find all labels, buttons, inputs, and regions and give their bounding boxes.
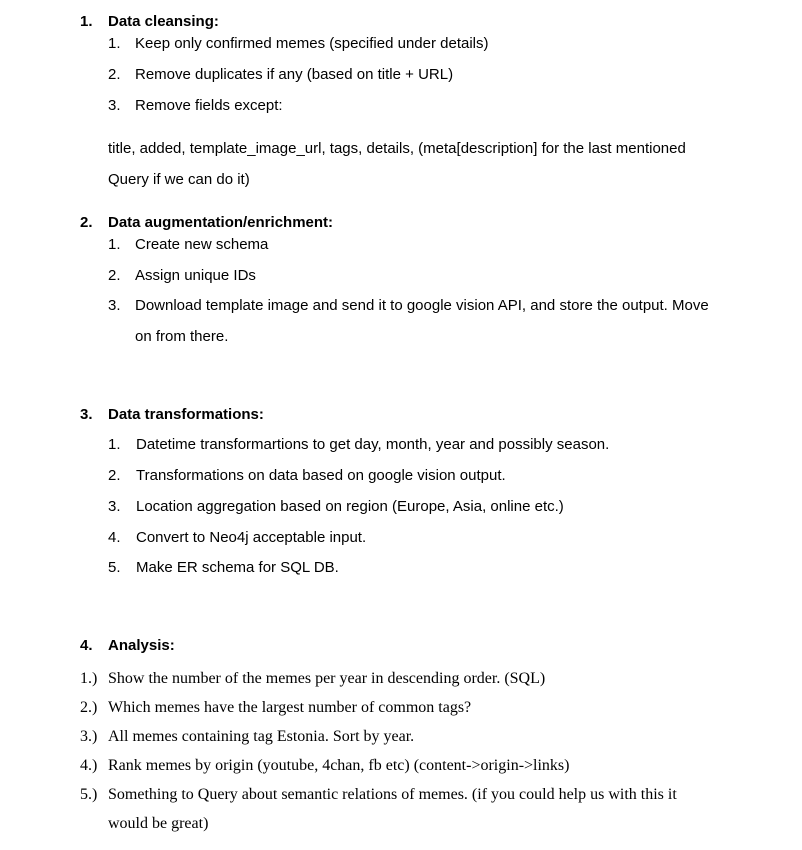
note-line: title, added, template_image_url, tags, details, (meta[description] for the last mentioned: [108, 140, 686, 157]
list-item-text: Keep only confirmed memes (specified under details): [135, 35, 489, 52]
list-item-text: Create new schema: [135, 236, 269, 253]
list-item-continuation: would be great): [108, 815, 209, 832]
list-item-text: Make ER schema for SQL DB.: [136, 559, 339, 576]
section-number: 2.: [80, 214, 93, 231]
list-item-number: 5.: [108, 559, 121, 576]
list-item-text: Something to Query about semantic relations of memes. (if you could help us with this it: [108, 786, 677, 803]
list-item-text: Assign unique IDs: [135, 267, 256, 284]
list-item-text: Rank memes by origin (youtube, 4chan, fb etc) (content->origin->links): [108, 757, 570, 774]
section-number: 1.: [80, 13, 93, 30]
list-item-number: 1.: [108, 236, 121, 253]
list-item-text: Download template image and send it to google vision API, and store the output. Move: [135, 297, 709, 314]
section-title: Data transformations:: [108, 406, 264, 423]
list-item-number: 2.: [108, 467, 121, 484]
section-number: 3.: [80, 406, 93, 423]
list-item-number: 2.: [108, 66, 121, 83]
list-item-number: 1.): [80, 670, 98, 687]
list-item-text: All memes containing tag Estonia. Sort by year.: [108, 728, 415, 745]
list-item-number: 4.: [108, 529, 121, 546]
list-item-number: 3.: [108, 498, 121, 515]
list-item-number: 2.): [80, 699, 98, 716]
section-number: 4.: [80, 637, 93, 654]
section-title: Analysis:: [108, 637, 175, 654]
section-title: Data cleansing:: [108, 13, 219, 30]
section-title: Data augmentation/enrichment:: [108, 214, 334, 231]
list-item-text: Convert to Neo4j acceptable input.: [136, 529, 367, 546]
list-item-text: Remove duplicates if any (based on title + URL): [135, 66, 454, 83]
list-item-text: Datetime transformartions to get day, month, year and possibly season.: [136, 436, 610, 453]
list-item-text: Show the number of the memes per year in descending order. (SQL): [108, 670, 546, 687]
list-item-continuation: on from there.: [135, 328, 229, 345]
note-line: Query if we can do it): [108, 171, 250, 188]
list-item-number: 3.: [108, 297, 121, 314]
list-item-number: 2.: [108, 267, 121, 284]
list-item-number: 3.: [108, 97, 121, 114]
list-item-number: 1.: [108, 35, 121, 52]
list-item-number: 1.: [108, 436, 121, 453]
list-item-number: 5.): [80, 786, 98, 803]
list-item-number: 4.): [80, 757, 98, 774]
list-item-text: Remove fields except:: [135, 97, 283, 114]
list-item-text: Which memes have the largest number of common tags?: [108, 699, 472, 716]
list-item-number: 3.): [80, 728, 98, 745]
list-item-text: Transformations on data based on google vision output.: [136, 467, 506, 484]
list-item-text: Location aggregation based on region (Europe, Asia, online etc.): [136, 498, 564, 515]
